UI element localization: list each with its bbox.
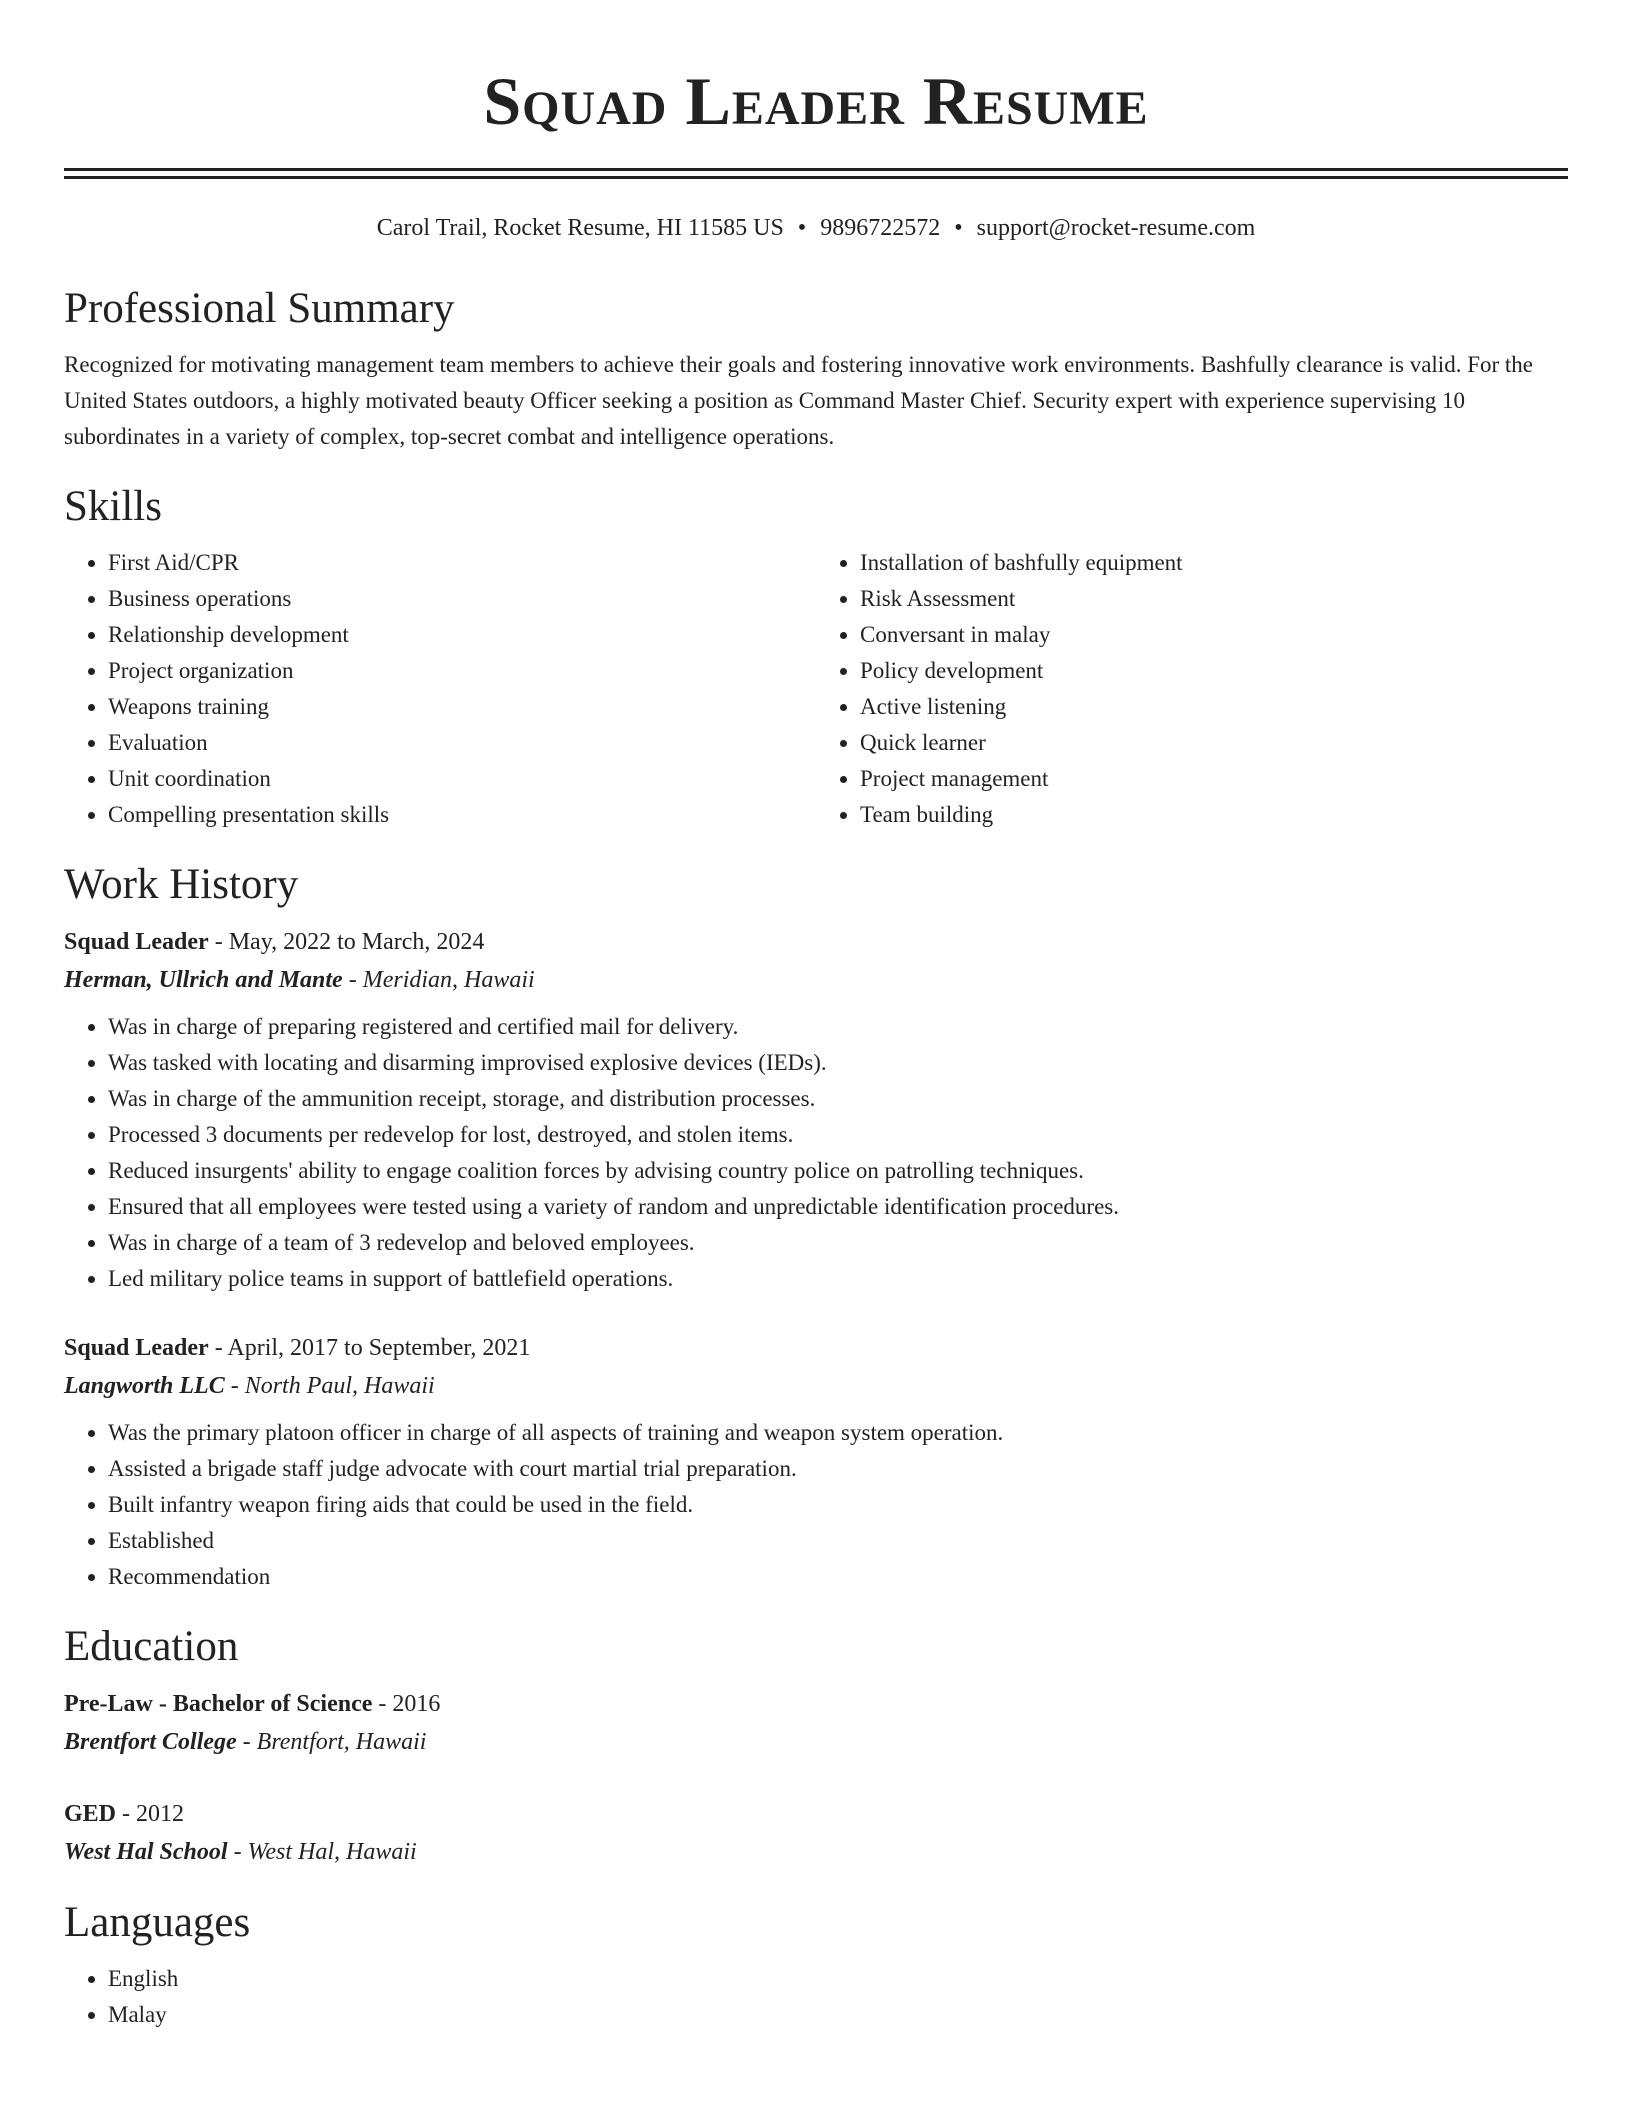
education-degree-line <box>64 1685 1568 1723</box>
skills-list-right <box>816 545 1568 833</box>
job-bullet: • Established <box>108 1523 1568 1559</box>
skill-item: • Project organization <box>108 653 816 689</box>
skill-item: • Active listening <box>860 689 1568 725</box>
skill-item: • First Aid/CPR <box>108 545 816 581</box>
contact-separator: • <box>797 215 807 241</box>
language-item: • Malay <box>108 1997 1568 2033</box>
job-bullet: • Was tasked with locating and disarming improvised explosive devices (IEDs). <box>108 1045 1568 1081</box>
skills-columns <box>64 545 1568 833</box>
skill-item: • Compelling presentation skills <box>108 797 816 833</box>
contact-address: Carol Trail, Rocket Resume, HI 11585 US <box>376 215 784 241</box>
skill-item: • Risk Assessment <box>860 581 1568 617</box>
skill-item: • Policy development <box>860 653 1568 689</box>
skill-item: • Conversant in malay <box>860 617 1568 653</box>
job-bullet: • Recommendation <box>108 1559 1568 1595</box>
job-bullets <box>64 1415 1568 1595</box>
education-school-line <box>64 1833 1568 1871</box>
job-bullet: • Was the primary platoon officer in charge of all aspects of training and weapon system operation. <box>108 1415 1568 1451</box>
education-degree-line <box>64 1795 1568 1833</box>
job-dates: - April, 2017 to September, 2021 <box>208 1335 531 1361</box>
skill-item: • Unit coordination <box>108 761 816 797</box>
work-history-heading: Work History <box>64 861 299 908</box>
job-company-line <box>64 961 1568 999</box>
job-location: - North Paul, Hawaii <box>224 1373 435 1399</box>
languages-list <box>64 1961 1568 2033</box>
job-bullets <box>64 1009 1568 1297</box>
job-company: Langworth LLC <box>64 1373 225 1399</box>
contact-email: support@rocket-resume.com <box>976 215 1256 241</box>
skills-heading: Skills <box>64 483 162 530</box>
education-school: West Hal School <box>64 1839 228 1865</box>
education-year: - 2012 <box>116 1801 185 1827</box>
job-bullet: • Was in charge of a team of 3 redevelop and beloved employees. <box>108 1225 1568 1261</box>
skill-item: • Relationship development <box>108 617 816 653</box>
skill-item: • Business operations <box>108 581 816 617</box>
job-entry <box>64 923 1568 1297</box>
education-school-line <box>64 1723 1568 1761</box>
skill-item: • Team building <box>860 797 1568 833</box>
title-divider-bottom <box>64 176 1568 179</box>
languages-heading: Languages <box>64 1899 251 1946</box>
skills-list-left <box>64 545 816 833</box>
job-dates: - May, 2022 to March, 2024 <box>208 929 485 955</box>
job-company: Herman, Ullrich and Mante <box>64 967 343 993</box>
job-title-line <box>64 1329 1568 1367</box>
skill-item: • Weapons training <box>108 689 816 725</box>
contact-line <box>64 213 1568 243</box>
job-bullet: • Built infantry weapon firing aids that could be used in the field. <box>108 1487 1568 1523</box>
education-degree: Pre-Law - Bachelor of Science <box>64 1691 373 1717</box>
job-title: Squad Leader <box>64 929 209 955</box>
skill-item: • Evaluation <box>108 725 816 761</box>
title-divider-top <box>64 168 1568 171</box>
education-entry <box>64 1795 1568 1871</box>
education-school: Brentfort College <box>64 1729 237 1755</box>
resume-title: Squad Leader Resume <box>483 63 1149 139</box>
job-entry <box>64 1329 1568 1595</box>
education-location: - Brentfort, Hawaii <box>236 1729 427 1755</box>
skill-item: • Installation of bashfully equipment <box>860 545 1568 581</box>
job-title-line <box>64 923 1568 961</box>
skill-item: • Project management <box>860 761 1568 797</box>
job-location: - Meridian, Hawaii <box>342 967 535 993</box>
job-bullet: • Reduced insurgents' ability to engage coalition forces by advising country police on patrolling techniques. <box>108 1153 1568 1189</box>
education-location: - West Hal, Hawaii <box>227 1839 417 1865</box>
education-heading: Education <box>64 1623 239 1670</box>
job-title: Squad Leader <box>64 1335 209 1361</box>
language-item: • English <box>108 1961 1568 1997</box>
job-bullet: • Processed 3 documents per redevelop for lost, destroyed, and stolen items. <box>108 1117 1568 1153</box>
education-degree: GED <box>64 1801 117 1827</box>
job-bullet: • Ensured that all employees were tested using a variety of random and unpredictable identification procedures. <box>108 1189 1568 1225</box>
summary-text: Recognized for motivating management team members to achieve their goals and fostering innovative work environments. Bashfully clearance is valid. For the United States outdoors, a highly motivated beauty Officer seeking a position as Command Master Chief. Security expert with experience supervising 10 subordinates in a variety of complex, top-secret combat and intelligence operations. <box>64 352 1534 449</box>
job-bullet: • Was in charge of preparing registered and certified mail for delivery. <box>108 1009 1568 1045</box>
contact-phone: 9896722572 <box>820 215 941 241</box>
education-year: - 2016 <box>372 1691 441 1717</box>
job-bullet: • Was in charge of the ammunition receipt, storage, and distribution processes. <box>108 1081 1568 1117</box>
summary-heading: Professional Summary <box>64 285 455 332</box>
job-bullet: • Assisted a brigade staff judge advocate with court martial trial preparation. <box>108 1451 1568 1487</box>
job-bullet: • Led military police teams in support of battlefield operations. <box>108 1261 1568 1297</box>
job-company-line <box>64 1367 1568 1405</box>
skill-item: • Quick learner <box>860 725 1568 761</box>
contact-separator: • <box>954 215 963 241</box>
education-entry <box>64 1685 1568 1761</box>
